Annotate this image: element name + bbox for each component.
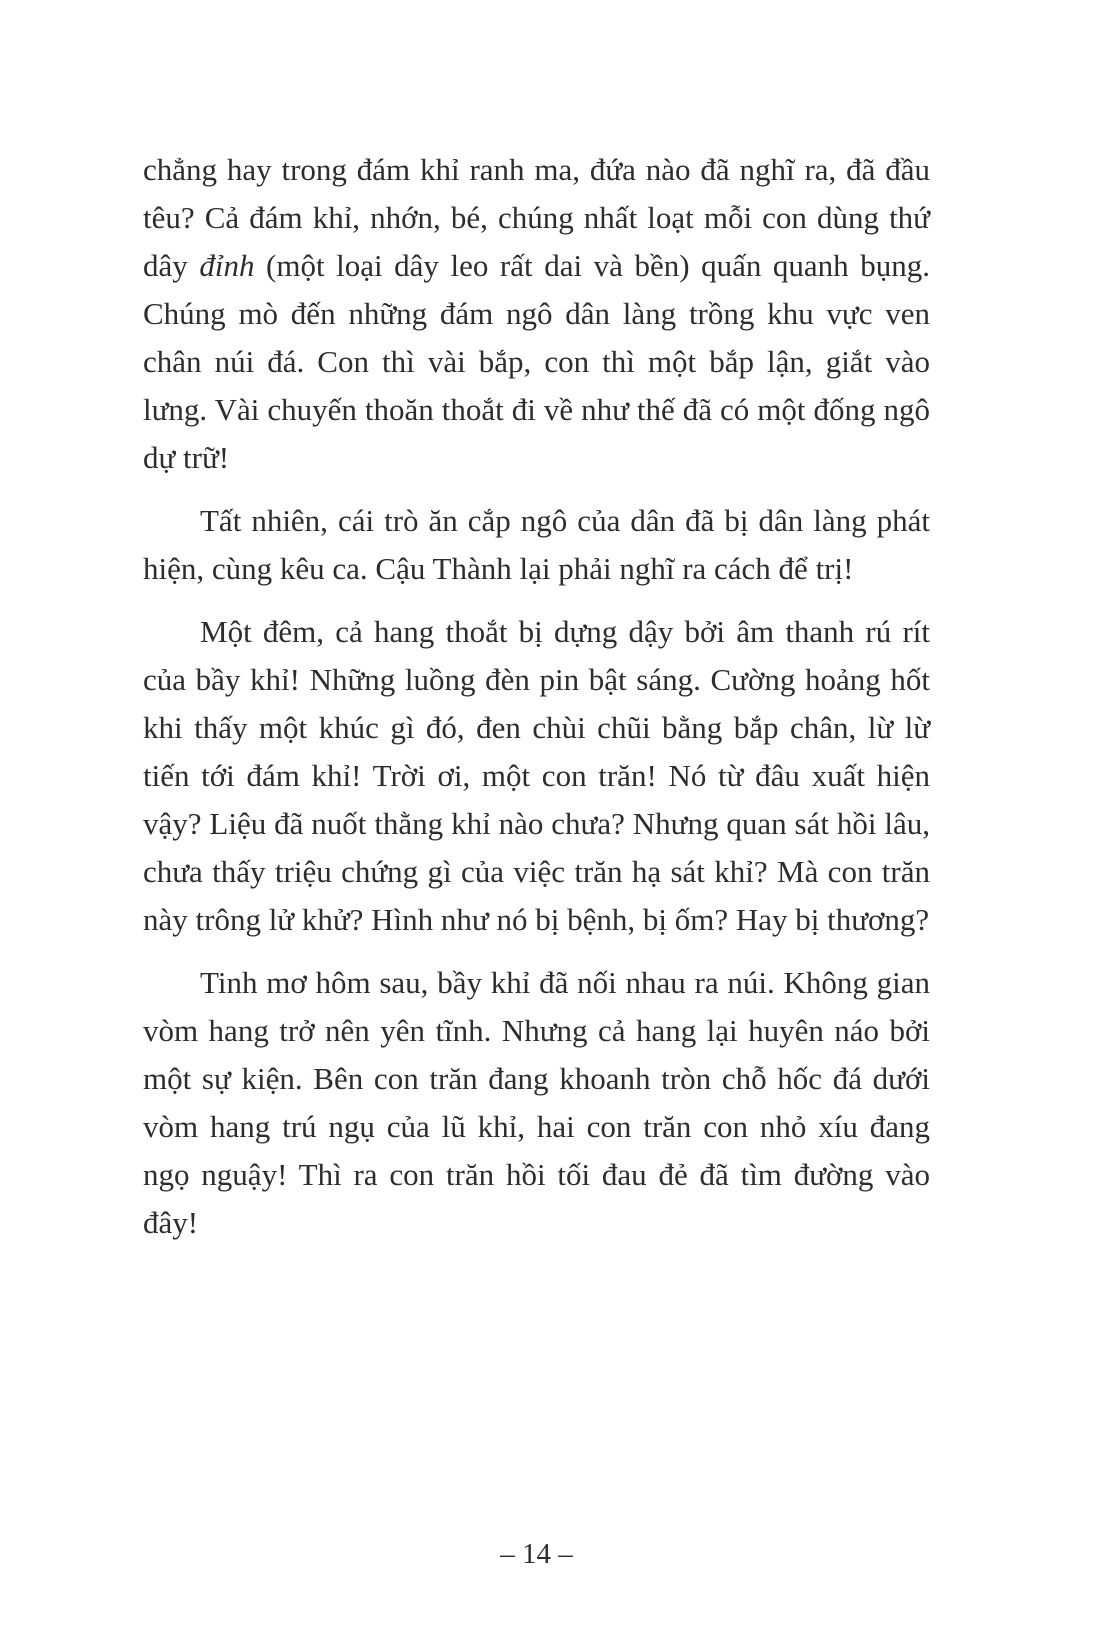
page-number: – 14 – [500,1538,573,1570]
paragraph [143,608,930,944]
text-segment: (một loại dây leo rất dai và bền) quấn quanh bụng. Chúng mò đến những đám ngô dân làng trồng khu vực ven chân núi đá. Con thì vài bắp, con thì một bắp lận, giắt vào lưng. Vài chuyến thoăn thoắt đi về như thế đã có một đống ngô dự trữ! [143,248,930,475]
paragraph [143,497,930,593]
italic-term: đỉnh [199,248,255,283]
text-segment: Một đêm, cả hang thoắt bị dựng dậy bởi âm thanh rú rít của bầy khỉ! Những luồng đèn pin bật sáng. Cường hoảng hốt khi thấy một khúc gì đó, đen chùi chũi bằng bắp chân, lừ lừ tiến tới đám khỉ! Trời ơi, một con trăn! Nó từ đâu xuất hiện vậy? Liệu đã nuốt thằng khỉ nào chưa? Nhưng quan sát hồi lâu, chưa thấy triệu chứng gì của việc trăn hạ sát khỉ? Mà con trăn này trông lử khử? Hình như nó bị bệnh, bị ốm? Hay bị thương? [143,614,930,937]
text-segment: Tinh mơ hôm sau, bầy khỉ đã nối nhau ra núi. Không gian vòm hang trở nên yên tĩnh. Nhưng cả hang lại huyên náo bởi một sự kiện. Bên con trăn đang khoanh tròn chỗ hốc đá dưới vòm hang trú ngụ của lũ khỉ, hai con trăn con nhỏ xíu đang ngọ nguậy! Thì ra con trăn hồi tối đau đẻ đã tìm đường vào đây! [143,965,930,1240]
paragraph [143,146,930,482]
text-segment: Tất nhiên, cái trò ăn cắp ngô của dân đã bị dân làng phát hiện, cùng kêu ca. Cậu Thành lại phải nghĩ ra cách để trị! [143,503,930,586]
paragraph [143,959,930,1247]
text-block [143,146,930,1247]
text-segment: chẳng hay trong đám khỉ ranh ma, đứa nào đã nghĩ ra, đã đầu têu? Cả đám khỉ, nhớn, bé, chúng nhất loạt mỗi con dùng thứ dây [143,152,930,283]
